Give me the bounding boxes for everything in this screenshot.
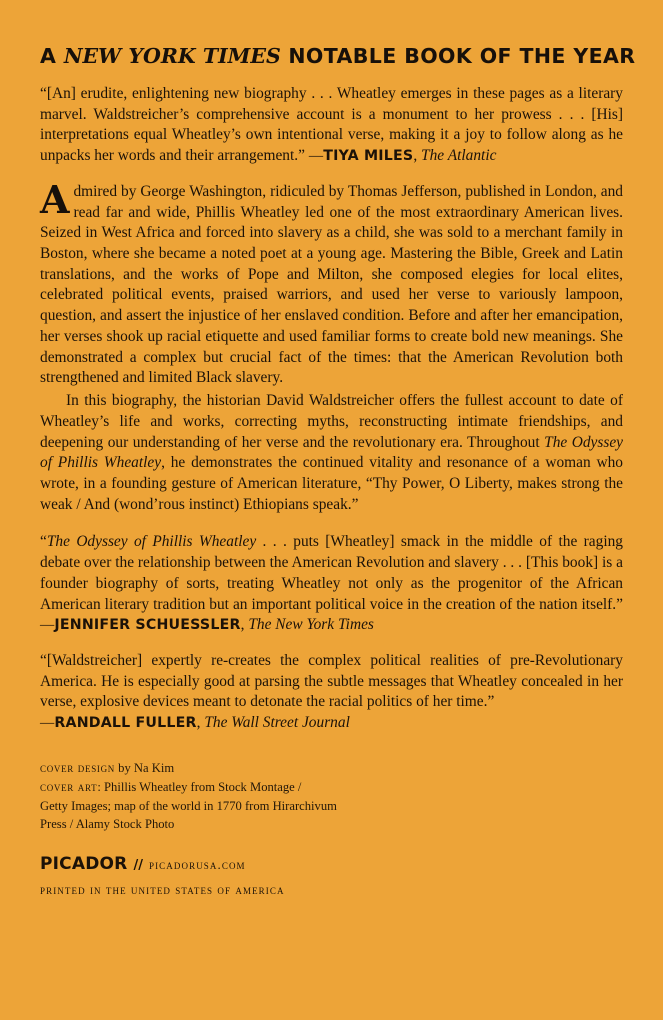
cover-art-credit-line3: Press / Alamy Stock Photo xyxy=(40,817,175,832)
blurb-3-attribution: RANDALL FULLER xyxy=(54,715,197,732)
credits-block xyxy=(40,760,623,835)
description-paragraph-1 xyxy=(40,176,623,389)
blurb-2-open-quote: “ xyxy=(40,533,47,551)
drop-cap: A xyxy=(40,176,70,222)
headline-publication: NEW YORK TIMES xyxy=(63,44,281,68)
description-paragraph-1-text: dmired by George Washington, ridiculed by Thomas Jefferson, published in London, and read far and wide, Phillis Wheatley led one of the most extraordinary American lives. Seized in West Africa and forced into slavery as a child, she was sold to a merchant family in Boston, where she became a noted poet at a young age. Mastering the Bible, Greek and Latin translations, and the works of Pope and Milton, she composed elegies for local elites, celebrated political events, praised warriors, and used her verse to variously lampoon, question, and assert the injustice of her enslaved condition. Before and after her emancipation, her verses shook up racial etiquette and used familiar forms to create bold new meanings. She demonstrated a complex but crucial fact of the times: that the American Revolution both strengthened and limited Black slavery. xyxy=(40,182,623,387)
blurb-2-source: The New York Times xyxy=(248,616,374,634)
blurb-2-sep: , xyxy=(240,616,249,634)
blurb-jennifer-schuessler xyxy=(40,532,623,636)
blurb-1-sep: , xyxy=(413,147,422,165)
publisher-url[interactable]: picadorusa.com xyxy=(148,857,246,873)
cover-design-label: cover design xyxy=(40,760,115,775)
description-book-title: The Odyssey of Phillis Wheatley xyxy=(40,433,623,472)
blurb-3-dash: — xyxy=(40,715,55,732)
description-paragraph-2-a: In this biography, the historian David Waldstreicher offers the fullest account to date of Wheatley’s life and works, correcting myths, reconstructing intimate friendships, and deepening our understanding of her verse and the revolutionary era. Throughout xyxy=(40,392,623,451)
blurb-2-attribution: JENNIFER SCHUESSLER xyxy=(54,617,241,634)
cover-design-value: by Na Kim xyxy=(115,760,175,775)
blurb-3-text: “[Waldstreicher] expertly re-creates the complex political realities of pre-Revolutionary America. He is especially good at parsing the subtle messages that Wheatley concealed in her verse, explosive devices meant to detonate the racial politics of her time.” xyxy=(40,651,623,711)
publisher-block xyxy=(40,854,623,874)
blurb-tiya-miles xyxy=(40,84,623,167)
page-title xyxy=(40,44,636,68)
publisher-slashes: // xyxy=(133,858,143,874)
blurb-3-source: The Wall Street Journal xyxy=(204,714,350,732)
publisher-logo: PICADOR xyxy=(40,854,128,875)
blurb-3-sep: , xyxy=(196,714,205,732)
cover-art-value: : Phillis Wheatley from Stock Montage / xyxy=(97,779,302,794)
blurb-2-dash: — xyxy=(40,617,55,634)
blurb-1-attribution: TIYA MILES xyxy=(323,148,414,165)
headline-post: NOTABLE BOOK OF THE YEAR xyxy=(280,44,636,68)
cover-art-credit-line2: Getty Images; map of the world in 1770 from Hirarchivum xyxy=(40,798,337,813)
blurb-2-text: . . . puts [Wheatley] smack in the middle of the raging debate over the relationship between the American Revolution and slavery . . . [This book] is a founder biography of sorts, treating Wheatley not only as the progenitor of the African American literary tradition but an important political voice in the creation of the nation itself.” xyxy=(40,533,623,613)
blurb-randall-fuller xyxy=(40,651,623,734)
printed-in-line: printed in the united states of america xyxy=(40,883,285,898)
description-paragraph-2 xyxy=(40,391,623,515)
cover-art-label: cover art xyxy=(40,779,98,794)
headline-pre: A xyxy=(40,44,64,68)
blurb-1-text: “[An] erudite, enlightening new biography . . . Wheatley emerges in these pages as a literary marvel. Waldstreicher’s comprehensive account is a monument to her prowess . . . [His] interpretations equal Wheatley’s own intentional verse, making it a joy to follow along as he unpacks her words and their arrangement.” xyxy=(40,85,623,165)
blurb-1-dash: — xyxy=(308,148,324,165)
cover-art-credit xyxy=(40,779,623,797)
blurb-1-source: The Atlantic xyxy=(421,147,497,165)
blurb-2-title: The Odyssey of Phillis Wheatley xyxy=(46,533,257,551)
description-paragraph-2-b: , he demonstrates the continued vitality and resonance of a woman who wrote, in a founding gesture of American literature, “Thy Power, O Liberty, makes strong the weak / And (wond’rous instinct) Ethiopians speak.” xyxy=(40,454,623,513)
cover-design-credit xyxy=(40,760,623,778)
